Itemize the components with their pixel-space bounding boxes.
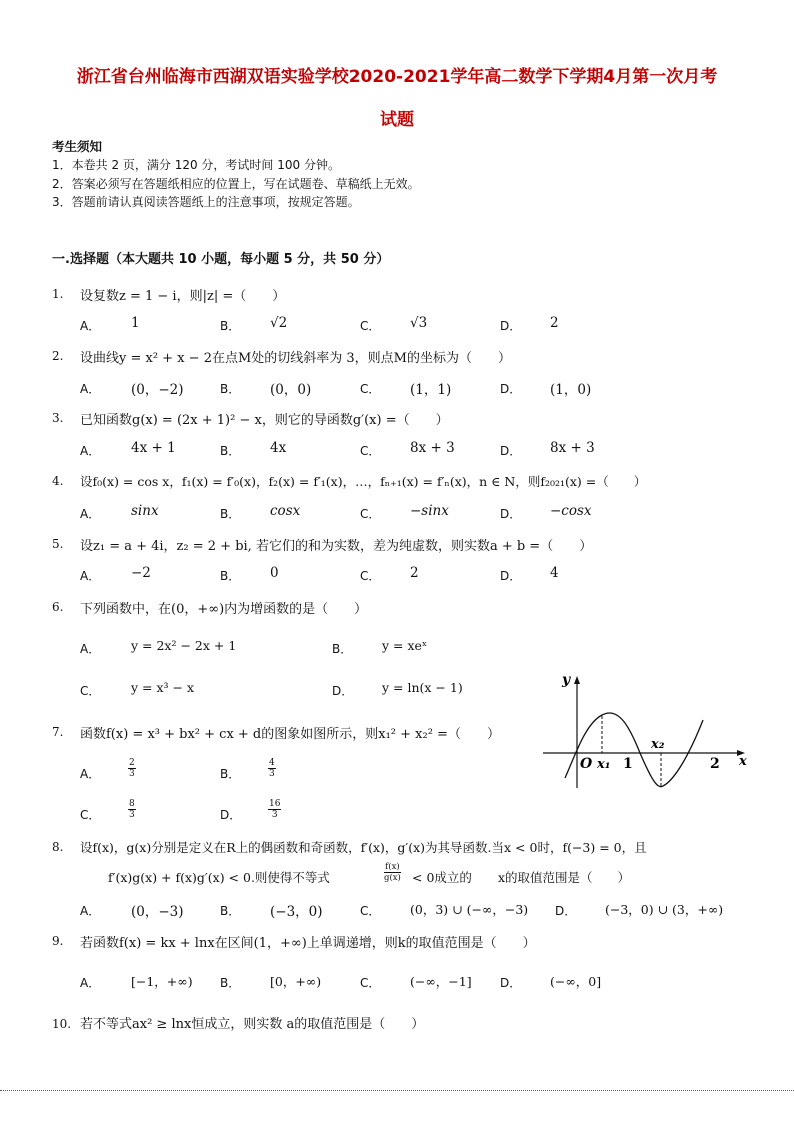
option-label: B． <box>220 507 241 521</box>
option-label: A． <box>80 319 101 333</box>
question-text-line2c: x的取值范围是（ ） <box>498 870 631 885</box>
option-fraction <box>268 799 281 820</box>
option-label: B． <box>220 569 241 583</box>
question-number: 2. <box>52 349 64 363</box>
option-label: A． <box>80 507 101 521</box>
option-value: 2 <box>410 565 419 581</box>
option-label: B． <box>220 767 241 781</box>
question-text: 若不等式ax² ≥ lnx恒成立，则实数 a的取值范围是（ ） <box>80 1017 425 1032</box>
option-label: D． <box>500 976 522 990</box>
option-label: A． <box>80 382 101 396</box>
fraction-denominator: 3 <box>129 810 135 820</box>
option-value: cosx <box>270 503 301 519</box>
option-label: C． <box>360 976 381 990</box>
question-text: 设曲线y = x² + x − 2在点M处的切线斜率为 3，则点M的坐标为（ ） <box>80 351 511 366</box>
option-label: B． <box>220 976 241 990</box>
option-label: C． <box>360 382 381 396</box>
fraction-denominator: 3 <box>129 769 135 779</box>
option-value: y = ln(x − 1) <box>382 680 463 695</box>
fraction-numerator: 8 <box>129 799 135 809</box>
option-label: A． <box>80 904 101 918</box>
option-label: D． <box>500 569 522 583</box>
x-axis-label: x <box>739 754 747 769</box>
option-fraction <box>128 799 136 820</box>
option-value: −cosx <box>550 503 592 519</box>
option-label: B． <box>220 444 241 458</box>
question-text: 设f(x)，g(x)分别是定义在R上的偶函数和奇函数，f′(x)，g′(x)为其导函数.当x < 0时，f(−3) = 0，且 <box>80 840 647 855</box>
fraction-denominator: 3 <box>271 810 278 820</box>
option-fraction <box>268 758 276 779</box>
question-number: 6. <box>52 600 64 614</box>
exam-title-line2: 试题 <box>380 110 414 130</box>
x1-label: x₁ <box>597 757 611 772</box>
option-label: C． <box>80 808 101 822</box>
option-label: D． <box>500 382 522 396</box>
option-value: (−3，0) <box>270 904 323 920</box>
fraction-denominator: g(x) <box>384 873 401 883</box>
section-heading: 一.选择题（本大题共 10 小题，每小题 5 分，共 50 分） <box>52 252 390 267</box>
option-value: 4x + 1 <box>131 440 176 456</box>
option-label: C． <box>360 904 381 918</box>
question-number: 3. <box>52 411 64 425</box>
question-number: 9. <box>52 934 64 948</box>
question-text: 下列函数中，在(0，+∞)内为增函数的是（ ） <box>80 602 368 617</box>
question-text-line2: f′(x)g(x) + f(x)g′(x) < 0.则使得不等式 <box>108 870 330 885</box>
option-value: 0 <box>270 565 279 581</box>
option-label: B． <box>220 904 241 918</box>
option-value: 8x + 3 <box>410 440 455 456</box>
question-number: 10. <box>52 1017 72 1031</box>
question-number: 5. <box>52 537 64 551</box>
option-label: B． <box>220 382 241 396</box>
option-label: D． <box>555 904 577 918</box>
option-value: y = 2x² − 2x + 1 <box>131 638 237 653</box>
option-label: C． <box>360 444 381 458</box>
option-value: 4x <box>270 440 287 456</box>
question-text-line2b: < 0成立的 <box>412 870 472 885</box>
question-text: 函数f(x) = x³ + bx² + cx + d的图象如图所示，则x₁² + x₂² =（ ） <box>80 727 500 742</box>
fraction-numerator: 4 <box>269 758 275 768</box>
option-value: (−∞，−1] <box>410 974 472 989</box>
cubic-function-graph <box>535 668 760 793</box>
option-label: C． <box>360 569 381 583</box>
option-label: C． <box>80 684 101 698</box>
option-value: [−1，+∞) <box>131 974 193 989</box>
option-label: A． <box>80 444 101 458</box>
option-value: −sinx <box>410 503 449 519</box>
inequality-fraction <box>384 862 401 883</box>
option-value: (1，1) <box>410 382 452 398</box>
fraction-numerator: f(x) <box>385 862 400 872</box>
option-value: [0，+∞) <box>270 974 322 989</box>
option-fraction <box>128 758 136 779</box>
option-label: D． <box>500 444 522 458</box>
option-value: (0，3) ∪ (−∞，−3) <box>410 902 529 917</box>
y-axis-arrow <box>574 676 580 684</box>
option-label: A． <box>80 767 101 781</box>
question-text: 设复数z = 1 − i，则|z| =（ ） <box>80 289 286 304</box>
y-axis-label: y <box>562 672 571 688</box>
question-text: 设f₀(x) = cos x，f₁(x) = f′₀(x)，f₂(x) = f′₁(x)，…，fₙ₊₁(x) = f′ₙ(x)，n ∈ N，则f₂₀₂₁(x) =（ ） <box>80 474 647 489</box>
option-value: (−∞，0] <box>550 974 602 989</box>
option-value: sinx <box>131 503 159 519</box>
option-label: D． <box>500 319 522 333</box>
notice-item: 3．答题前请认真阅读答题纸上的注意事项，按规定答题。 <box>52 195 360 209</box>
option-label: D． <box>332 684 354 698</box>
option-label: A． <box>80 642 101 656</box>
option-value: (−3，0) ∪ (3，+∞) <box>605 902 724 917</box>
tick-label-two: 2 <box>710 756 720 772</box>
notice-item: 1．本卷共 2 页，满分 120 分，考试时间 100 分钟。 <box>52 158 340 172</box>
notice-item: 2．答案必须写在答题纸相应的位置上，写在试题卷、草稿纸上无效。 <box>52 177 420 191</box>
function-curve <box>565 713 703 787</box>
option-label: D． <box>500 507 522 521</box>
question-text: 若函数f(x) = kx + lnx在区间(1，+∞)上单调递增，则k的取值范围是（ ） <box>80 936 536 951</box>
option-value: (1，0) <box>550 382 592 398</box>
exam-title-line1: 浙江省台州临海市西湖双语实验学校2020-2021学年高二数学下学期4月第一次月考 <box>76 67 718 87</box>
page-footer-divider <box>0 1090 794 1091</box>
option-label: D． <box>220 808 242 822</box>
option-label: C． <box>360 319 381 333</box>
fraction-numerator: 2 <box>129 758 135 768</box>
option-label: A． <box>80 976 101 990</box>
option-value: (0，−3) <box>131 904 184 920</box>
option-value: y = x³ − x <box>131 680 195 695</box>
option-value: −2 <box>131 565 151 581</box>
option-value: y = xeˣ <box>382 638 428 653</box>
option-label: A． <box>80 569 101 583</box>
option-value: √3 <box>410 315 428 331</box>
option-value: (0，−2) <box>131 382 184 398</box>
question-number: 7. <box>52 725 64 739</box>
fraction-denominator: 3 <box>269 769 275 779</box>
origin-label: O <box>580 756 593 772</box>
option-value: 4 <box>550 565 559 581</box>
tick-label-one: 1 <box>623 756 633 772</box>
fraction-numerator: 16 <box>269 799 281 809</box>
question-number: 1. <box>52 287 64 301</box>
option-label: B． <box>332 642 353 656</box>
option-value: √2 <box>270 315 288 331</box>
option-value: (0，0) <box>270 382 312 398</box>
option-value: 8x + 3 <box>550 440 595 456</box>
option-value: 2 <box>550 315 559 331</box>
notice-heading: 考生须知 <box>52 139 103 154</box>
x2-label: x₂ <box>651 737 665 752</box>
option-label: C． <box>360 507 381 521</box>
question-number: 4. <box>52 474 64 488</box>
option-label: B． <box>220 319 241 333</box>
question-text: 已知函数g(x) = (2x + 1)² − x，则它的导函数g′(x) =（ ） <box>80 413 449 428</box>
question-text: 设z₁ = a + 4i，z₂ = 2 + bi, 若它们的和为实数，差为纯虚数，则实数a + b =（ ） <box>80 539 593 554</box>
question-number: 8. <box>52 840 64 854</box>
option-value: 1 <box>131 315 140 331</box>
